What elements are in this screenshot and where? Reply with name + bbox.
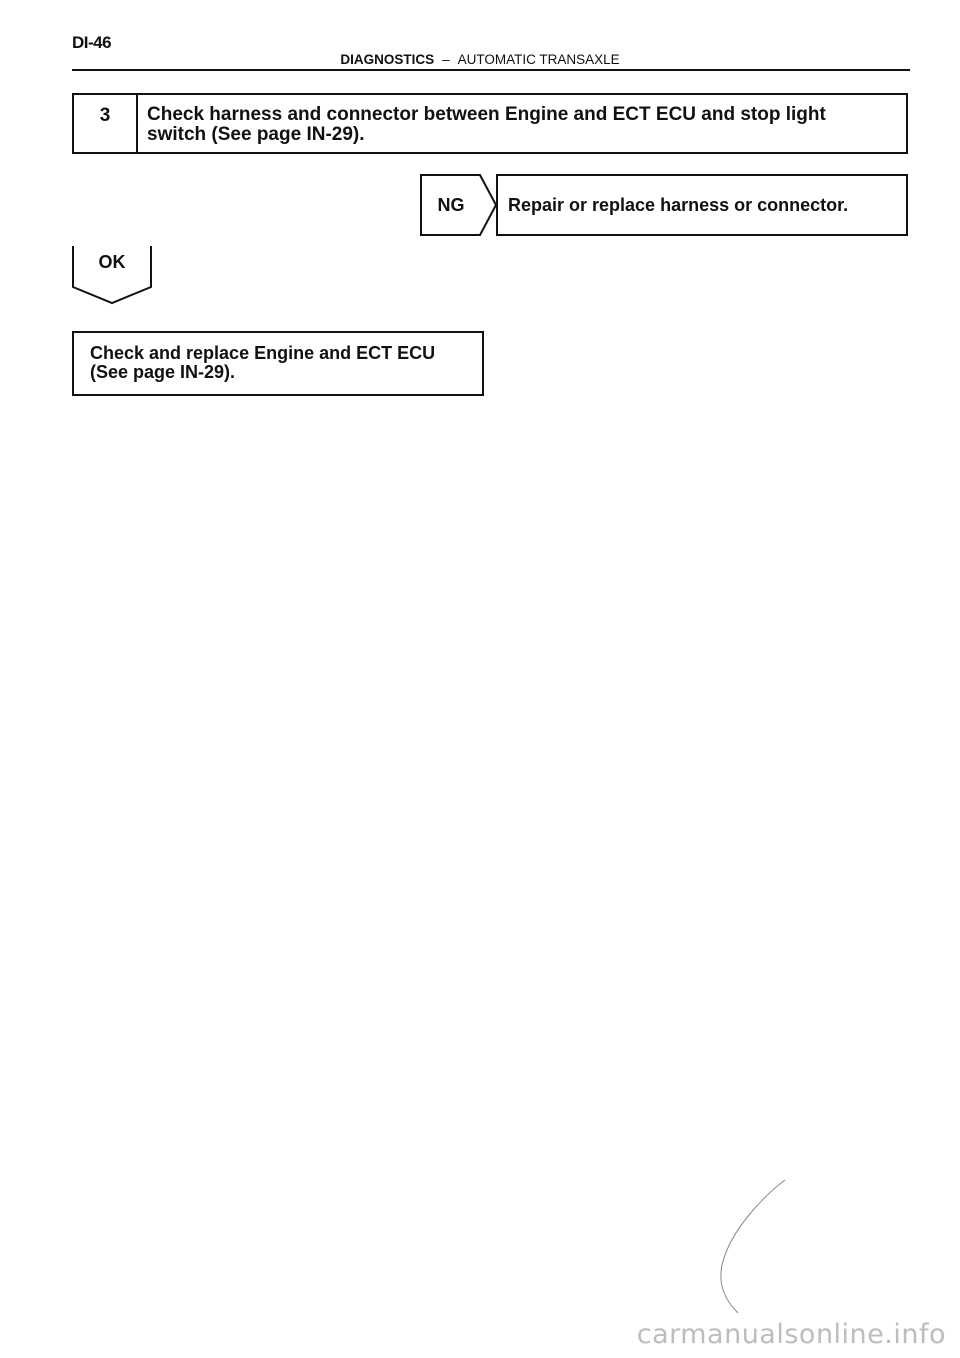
step-number: 3 [74, 95, 138, 152]
ng-result-box [496, 174, 908, 236]
ng-result-text: Repair or replace harness or connector. [508, 194, 849, 215]
ok-action-line1: Check and replace Engine and ECT ECU [90, 343, 436, 363]
section-title [0, 52, 960, 67]
section-primary: DIAGNOSTICS [340, 52, 435, 67]
watermark: carmanualsonline.info [636, 1319, 946, 1350]
ng-label: NG [437, 194, 465, 215]
step-instruction-line1: Check harness and connector between Engine and ECT ECU and stop light [147, 104, 826, 125]
ok-action-line2: (See page IN-29). [90, 362, 236, 382]
step-instruction [138, 95, 906, 152]
section-secondary: AUTOMATIC TRANSAXLE [457, 52, 620, 67]
step-box [72, 93, 908, 154]
header-rule [72, 69, 910, 71]
step-instruction-line2: switch (See page IN-29). [147, 124, 365, 145]
ok-label: OK [98, 252, 126, 272]
stray-pencil-mark [710, 1175, 790, 1315]
ok-action-box [72, 331, 484, 396]
section-separator: – [442, 52, 450, 67]
page-number: DI-46 [72, 33, 112, 52]
